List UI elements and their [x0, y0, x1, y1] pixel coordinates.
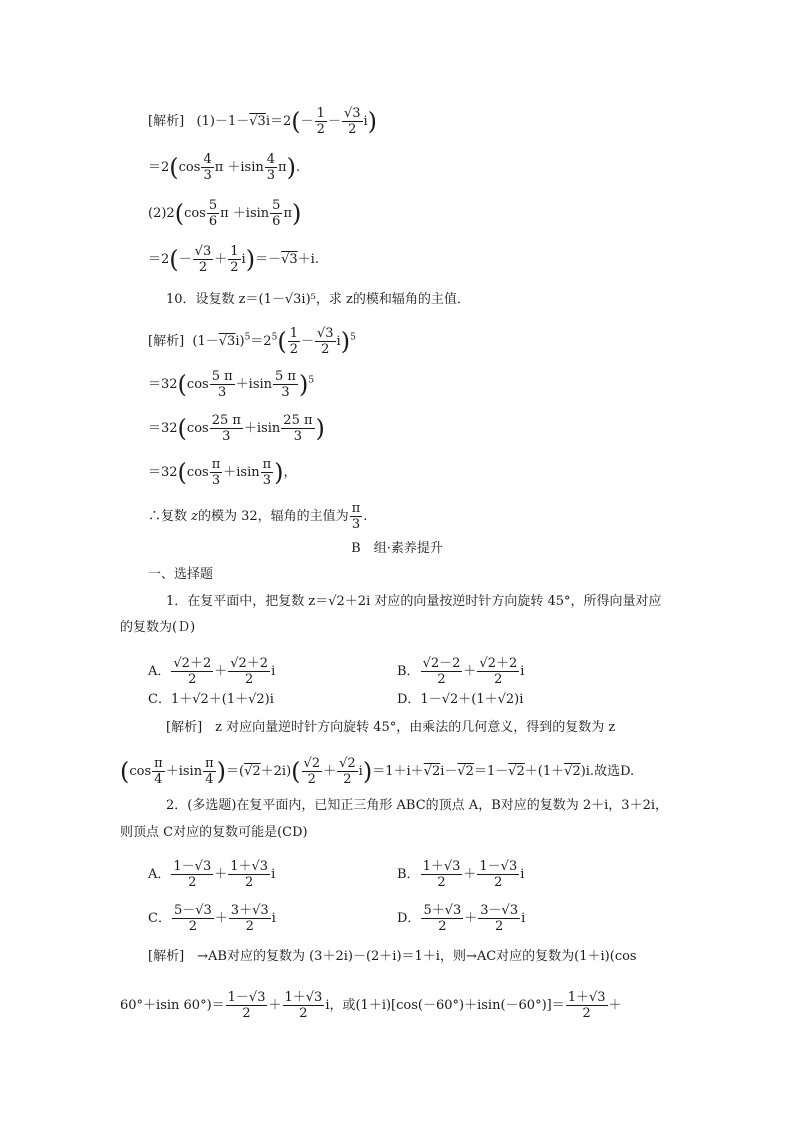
math-expr: (1)－1－√3i＝2(－ $\frac{1}{2}$ － $\frac{√3}{2}$ i): [188, 106, 378, 137]
solution-label: [解析]: [148, 114, 185, 129]
option-d: D． $\frac{5+√3}{2}$ ＋ $\frac{3-√3}{2}$ i: [397, 903, 526, 934]
question-2-stem: 2．(多选题)在复平面内，已知正三角形 ABC的顶点 A，B对应的复数为 2＋i，3＋2i，: [166, 798, 669, 813]
solution-line: [解析] →AB对应的复数为 (3＋2i)－(2＋i)＝1＋i，则→AC对应的复数为(1＋i)(cos: [148, 949, 637, 964]
solution-line-cont: 60°＋isin 60°)＝ $\frac{1-√3}{2}$ ＋ $\frac{1+√3}{2}$ i，或(1＋i)[cos(－60°)＋isin(－60°)]＝ $\frac{1+√3}{2}$ ＋: [120, 990, 622, 1021]
option-b: B． $\frac{√2-2}{2}$ ＋ $\frac{√2+2}{2}$ i: [397, 656, 525, 687]
solution-line: [解析] $(1-√3i)^5=2^5$( $\frac{1}{2}$ － $\frac{√3}{2}$ i)$^5$: [148, 326, 356, 357]
solution-line: [解析] z 对应向量逆时针方向旋转 45°，由乘法的几何意义，得到的复数为 z: [166, 720, 616, 735]
question-2-stem-cont: 则顶点 C对应的复数可能是(CD): [120, 825, 308, 840]
group-title: B 组·素养提升: [351, 541, 443, 556]
question-1-stem-cont: 的复数为(Ｄ): [120, 620, 196, 635]
math-line: ＝2(cos $\frac{4}{3}$ π ＋isin $\frac{4}{3}$ π).: [148, 152, 301, 183]
solution-line-cont: (cos $\frac{\pi}{4}$ ＋isin $\frac{\pi}{4}$ )＝(√2＋2i)( $\frac{√2}{2}$ ＋ $\frac{√2}{2}$ i)＝1＋i＋√2i－√2＝1－√2＋(1＋√2)i.故选D.: [120, 756, 635, 787]
option-a: A． $\frac{√2+2}{2}$ ＋ $\frac{√2+2}{2}$ i: [148, 656, 276, 687]
option-c: C．1＋√2＋(1＋√2)i: [148, 692, 274, 707]
option-a: A． $\frac{1-√3}{2}$ ＋ $\frac{1+√3}{2}$ i: [148, 859, 276, 890]
question-1-stem: 1．在复平面中，把复数 z＝√2＋2i 对应的向量按逆时针方向旋转 45°，所得向量对应: [166, 594, 662, 609]
question-10: 10．设复数 z＝(1－√3i)⁵，求 z的模和辐角的主值．: [166, 292, 470, 307]
option-b: B． $\frac{1+√3}{2}$ ＋ $\frac{1-√3}{2}$ i: [397, 859, 525, 890]
option-d: D．1－√2＋(1＋√2)i: [397, 692, 524, 707]
solution-line: [148, 106, 377, 137]
math-line: (2)2(cos $\frac{5}{6}$ π ＋isin $\frac{5}{6}$ π): [148, 198, 302, 229]
option-c: C． $\frac{5-√3}{2}$ ＋ $\frac{3+√3}{2}$ i: [148, 903, 276, 934]
math-line: ＝32(cos $\frac{25 \pi}{3}$ ＋isin $\frac{25 \pi}{3}$ ): [148, 413, 325, 444]
conclusion-line: ∴复数 z的模为 32，辐角的主值为 $\frac{\pi}{3}$ .: [148, 501, 368, 532]
math-line: ＝32(cos $\frac{5 \pi}{3}$ ＋isin $\frac{5 \pi}{3}$ )$^5$: [148, 369, 315, 400]
math-line: ＝32(cos $\frac{\pi}{3}$ ＋isin $\frac{\pi}{3}$ )，: [148, 457, 297, 488]
section-title: 一、选择题: [148, 567, 214, 582]
solution-label: [解析]: [148, 334, 185, 349]
math-line: ＝2(－ $\frac{√3}{2}$ ＋ $\frac{1}{2}$ i)＝－√3＋i.: [148, 244, 319, 275]
